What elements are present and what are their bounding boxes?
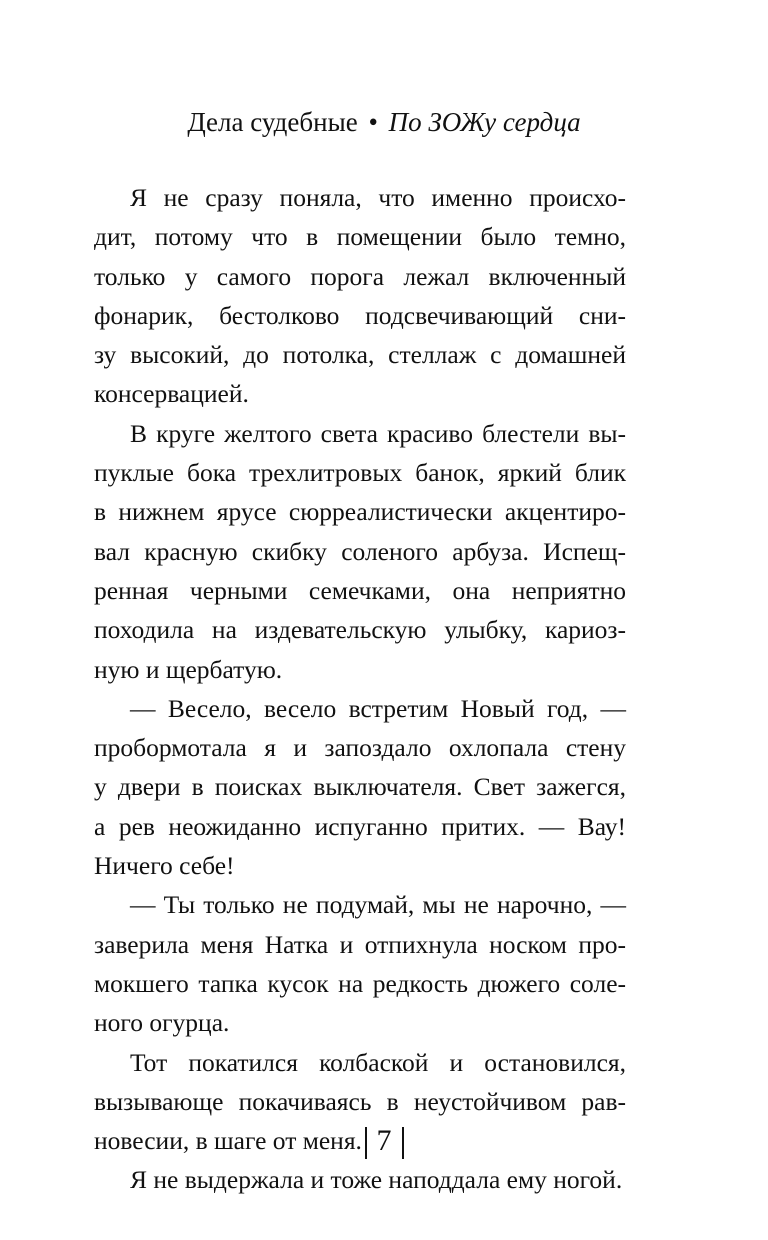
text-line: походила на издевательскую улыбку, кариоз- xyxy=(94,615,626,645)
text-line: Я не выдержала и тоже наподдала ему ногой. xyxy=(130,1165,623,1195)
text-line: дит, потому что в помещении было темно, xyxy=(94,222,626,252)
text-line: ренная черными семечками, она неприятно xyxy=(94,575,626,605)
running-head-separator: • xyxy=(368,107,378,137)
text-line: — Весело, весело встретим Новый год, — xyxy=(130,693,626,723)
text-line: ную и щербатую. xyxy=(94,654,283,684)
text-line: пробормотала я и запоздало охлопала стену xyxy=(94,733,626,763)
text-line: — Ты только не подумай, мы не нарочно, — xyxy=(130,890,626,920)
text-line: зу высокий, до потолка, стеллаж с домашней xyxy=(94,340,626,370)
text-line: Тот покатился колбаской и остановился, xyxy=(130,1047,626,1077)
text-line: Ничего себе! xyxy=(94,851,235,881)
running-head-section: Дела судебные xyxy=(187,107,358,137)
body-text xyxy=(94,178,626,1200)
text-line: вал красную скибку соленого арбуза. Испещ- xyxy=(94,536,626,566)
text-line: новесии, в шаге от меня. xyxy=(94,1126,362,1156)
text-line: у двери в поисках выключателя. Свет зажегся, xyxy=(94,772,626,802)
text-line: пуклые бока трехлитровых банок, яркий блик xyxy=(94,458,626,488)
text-line: фонарик, бестолково подсвечивающий сни- xyxy=(94,300,626,330)
text-line: Я не сразу поняла, что именно происхо- xyxy=(130,183,626,212)
page-number-right-rule xyxy=(402,1127,404,1159)
page-number-block xyxy=(0,1120,768,1162)
page-number: 7 xyxy=(376,1124,392,1157)
text-line: мокшего тапка кусок на редкость дюжего соле- xyxy=(94,968,626,998)
running-head xyxy=(0,102,768,142)
text-line: вызывающе покачиваясь в неустойчивом рав- xyxy=(94,1086,626,1116)
text-line: в нижнем ярусе сюрреалистически акцентиро- xyxy=(94,497,626,527)
page-number-left-rule xyxy=(365,1127,367,1159)
text-line: а рев неожиданно испуганно притих. — Вау! xyxy=(94,811,626,841)
text-line: только у самого порога лежал включенный xyxy=(94,261,626,291)
text-line: заверила меня Натка и отпихнула носком про- xyxy=(94,929,626,959)
text-line: В круге желтого света красиво блестели вы- xyxy=(130,418,626,448)
text-line: консервацией. xyxy=(94,379,249,409)
running-head-book-title: По ЗОЖу сердца xyxy=(388,107,581,137)
text-line: ного огурца. xyxy=(94,1008,230,1038)
